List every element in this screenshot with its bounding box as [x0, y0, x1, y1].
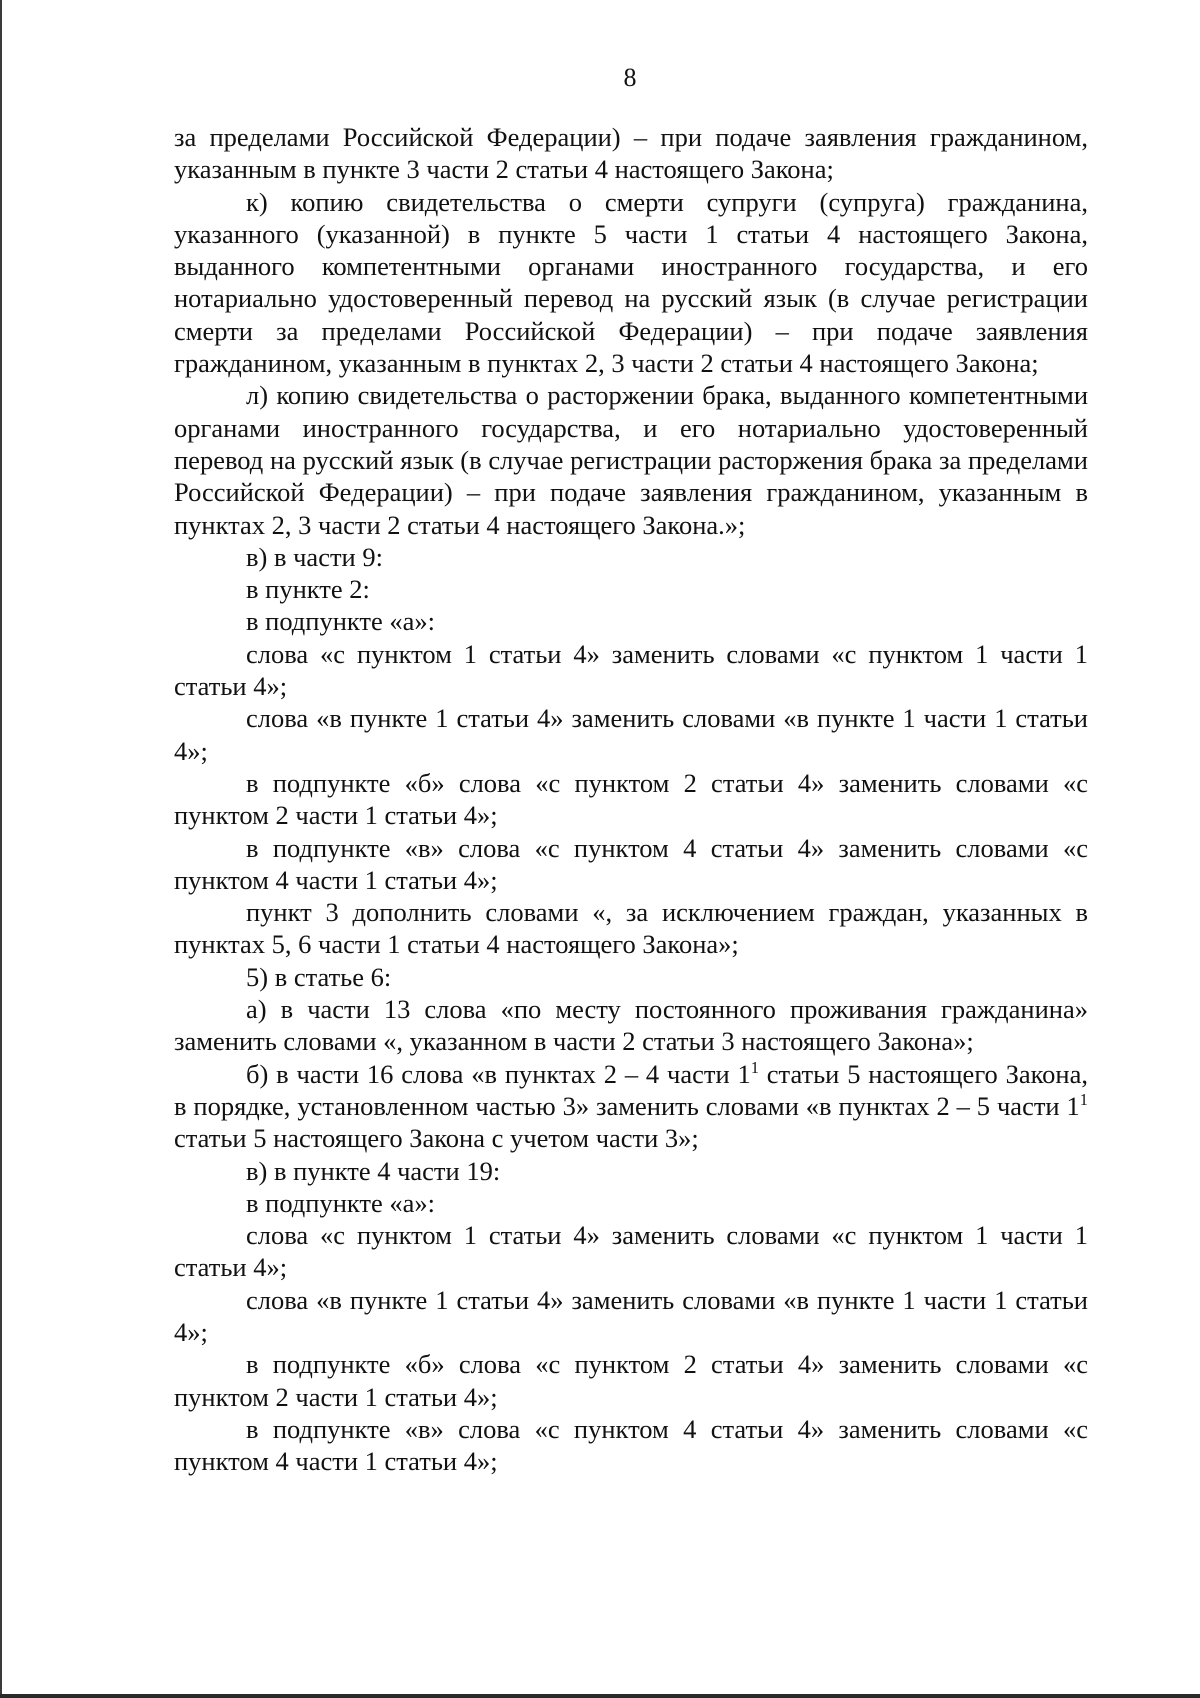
paragraph-with-superscript — [174, 1058, 1088, 1155]
paragraph: слова «с пунктом 1 статьи 4» заменить словами «с пунктом 1 части 1 статьи 4»; — [174, 1220, 1088, 1283]
paragraph: в подпункте «а»: — [246, 1187, 436, 1218]
superscript: 1 — [1079, 1090, 1088, 1110]
paragraph: слова «с пунктом 1 статьи 4» заменить словами «с пунктом 1 части 1 статьи 4»; — [174, 638, 1088, 702]
paragraph: за пределами Российской Федерации) – при подаче заявления гражданином, указанным в пункте 3 части 2 статьи 4 настоящего Закона; — [174, 122, 1088, 185]
text-segment: б) в части 16 слова «в пунктах 2 – 4 части 1 — [246, 1058, 751, 1089]
page-number: 8 — [623, 63, 637, 92]
paragraph: в) в части 9: — [246, 541, 383, 572]
paragraph: в подпункте «в» слова «с пунктом 4 статьи 4» заменить словами «с пунктом 4 части 1 статьи 4»; — [174, 832, 1088, 895]
scan-edge-left — [0, 0, 2, 1698]
paragraph: слова «в пункте 1 статьи 4» заменить словами «в пункте 1 части 1 статьи 4»; — [174, 1284, 1088, 1347]
superscript: 1 — [750, 1057, 759, 1077]
paragraph: слова «в пункте 1 статьи 4» заменить словами «в пункте 1 части 1 статьи 4»; — [174, 703, 1088, 766]
paragraph: в подпункте «в» слова «с пунктом 4 статьи 4» заменить словами «с пунктом 4 части 1 статьи 4»; — [174, 1413, 1088, 1477]
paragraph: в) в пункте 4 части 19: — [246, 1155, 501, 1186]
paragraph: в пункте 2: — [246, 574, 370, 605]
paragraph-item-l: л) копию свидетельства о расторжении брака, выданного компетентными органами иностранного государства, и его нотариально удостоверенный перевод на русский язык (в случае регистрации расторжения брака за пределами Российской Федерации) – при подаче заявления гражданином, указанным в пунктах 2, 3 части 2 статьи 4 настоящего Закона.»; — [174, 380, 1088, 540]
document-body — [174, 121, 1088, 1477]
paragraph: в подпункте «б» слова «с пунктом 2 статьи 4» заменить словами «с пунктом 2 части 1 статьи 4»; — [174, 1349, 1088, 1412]
paragraph: в подпункте «б» слова «с пунктом 2 статьи 4» заменить словами «с пунктом 2 части 1 статьи 4»; — [174, 767, 1088, 831]
paragraph-item-k: к) копию свидетельства о смерти супруги (супруга) гражданина, указанного (указанной) в пункте 5 части 1 статьи 4 настоящего Закона, выданного компетентными органами иностранного государства, и его нотариально удостоверенный перевод на русский язык (в случае регистрации смерти за пределами Российской Федерации) – при подаче заявления гражданином, указанным в пунктах 2, 3 части 2 статьи 4 настоящего Закона; — [174, 186, 1088, 379]
text-segment: статьи 5 настоящего Закона с учетом части 3»; — [174, 1123, 699, 1154]
paragraph-article-6: 5) в статье 6: — [246, 961, 392, 992]
paragraph: а) в части 13 слова «по месту постоянного проживания гражданина» заменить словами «, указанном в части 2 статьи 3 настоящего Закона»; — [174, 994, 1088, 1057]
paragraph: в подпункте «а»: — [246, 606, 436, 637]
scan-edge-bottom — [0, 1694, 1200, 1698]
paragraph: пункт 3 дополнить словами «, за исключением граждан, указанных в пунктах 5, 6 части 1 статьи 4 настоящего Закона»; — [174, 897, 1088, 960]
text-segment: статьи 5 настоящего Закона, в порядке, установленном частью 3» заменить словами «в пунктах 2 – 5 части 1 — [174, 1058, 1088, 1121]
